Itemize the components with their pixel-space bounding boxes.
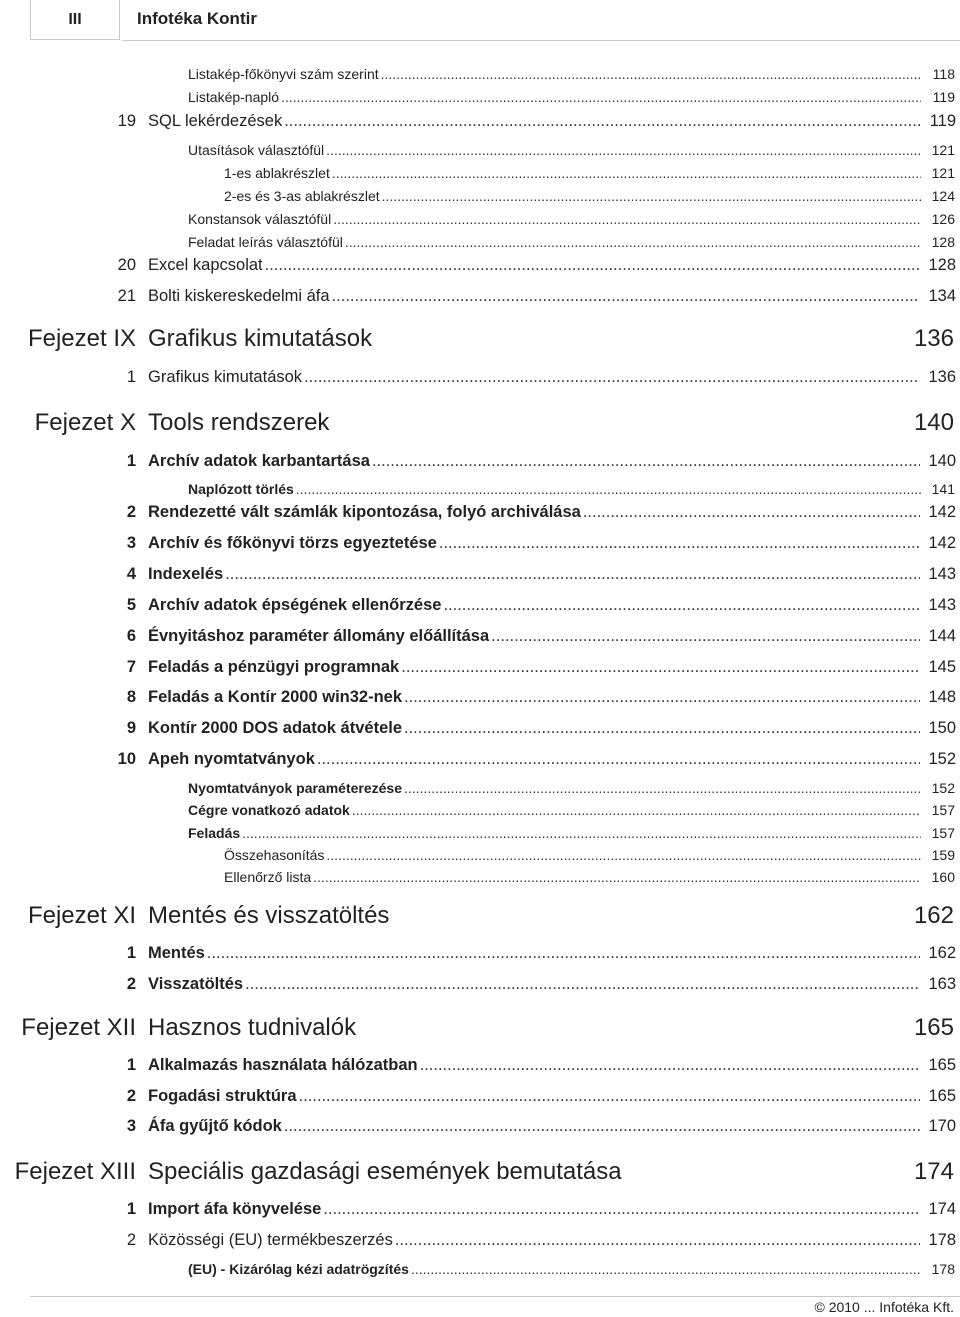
toc-number: 1 [126,368,136,386]
toc-title: SQL lekérdezések [148,112,283,130]
toc-number: 1 [126,452,136,470]
toc-number: 4 [126,565,136,583]
toc-entry[interactable] [0,750,960,769]
dot-leader [583,503,920,522]
toc-entry[interactable] [0,975,960,994]
dot-leader [299,1087,920,1106]
toc-entry[interactable] [0,452,960,471]
toc-entry[interactable] [0,1261,960,1277]
footer-divider [30,1296,960,1297]
dot-leader [382,188,921,204]
toc-page-number: 142 [928,503,956,521]
dot-leader [401,658,920,677]
dot-leader [281,89,921,105]
toc-title: Feladás [188,825,241,841]
toc-title: Bolti kiskereskedelmi áfa [148,287,330,305]
dot-leader [333,211,921,227]
toc-entry[interactable] [0,368,960,387]
toc-title: Archív és főkönyvi törzs egyeztetése [148,534,437,552]
toc-number: Fejezet XII [21,1014,136,1041]
toc-title: Fogadási struktúra [148,1087,297,1105]
dot-leader [284,112,920,131]
toc-title: Listakép-napló [188,89,280,105]
toc-title: Rendezetté vált számlák kipontozása, folyó archiválása [148,503,581,521]
toc-number: 2 [126,503,136,521]
toc-title: Ellenőrző lista [224,869,312,885]
toc-page-number: 118 [932,66,955,82]
toc-page-number: 145 [928,658,956,676]
toc-page-number: 159 [931,847,955,863]
dot-leader [245,975,920,994]
footer-copyright: © 2010 ... Infotéka Kft. [814,1299,954,1315]
toc-entry[interactable] [0,503,960,522]
dot-leader [242,825,921,841]
toc-number: 1 [126,1200,136,1218]
toc-title: 1-es ablakrészlet [224,165,330,181]
toc-entry[interactable] [0,1231,960,1250]
toc-page-number: 165 [928,1056,956,1074]
toc-page-number: 142 [928,534,956,552]
toc-number: 5 [126,596,136,614]
toc-entry[interactable] [0,944,960,963]
toc-number: 6 [126,627,136,645]
toc-entry[interactable] [0,89,960,105]
toc-entry[interactable] [0,565,960,584]
toc-number: 9 [126,719,136,737]
header-divider [122,40,960,41]
toc-page-number: 162 [913,902,954,929]
toc-page-number: 124 [931,188,955,204]
toc-number: Fejezet X [34,409,136,436]
toc-entry[interactable] [0,780,960,796]
toc-number: 1 [126,944,136,962]
toc-page-number: 143 [928,596,956,614]
toc-page-number: 162 [928,944,956,962]
toc-entry[interactable] [0,869,960,885]
toc-chapter[interactable] [0,902,960,930]
toc-page-number: 121 [931,165,955,181]
toc-page-number: 157 [931,825,955,841]
toc-title: Nyomtatványok paraméterezése [188,780,402,796]
toc-number: 3 [126,1117,136,1135]
toc-number: 3 [126,534,136,552]
toc-entry[interactable] [0,66,960,82]
toc-entry[interactable] [0,825,960,841]
dot-leader [345,234,921,250]
toc-title: Import áfa könyvelése [148,1200,322,1218]
toc-page-number: 143 [928,565,956,583]
toc-title: Speciális gazdasági események bemutatása [148,1158,622,1185]
toc-entry[interactable] [0,627,960,646]
toc-page-number: 174 [928,1200,956,1218]
toc-number: Fejezet IX [27,325,136,352]
dot-leader [395,1231,920,1250]
toc-title: Mentés és visszatöltés [148,902,390,929]
toc-page-number: 126 [931,211,955,227]
dot-leader [207,944,920,963]
toc-number: 2 [126,975,136,993]
dot-leader [404,780,921,796]
toc-title: Archív adatok épségének ellenőrzése [148,596,442,614]
toc-page-number: 140 [928,452,956,470]
dot-leader [420,1056,920,1075]
dot-leader [352,802,921,818]
toc-page-number: 128 [928,256,956,274]
toc-entry[interactable] [0,688,960,707]
toc-page-number: 140 [913,409,954,436]
toc-page-number: 165 [913,1014,954,1041]
toc-chapter[interactable] [0,325,960,353]
running-header-title: Infotéka Kontir [137,9,257,28]
toc-title: Grafikus kimutatások [148,325,373,352]
toc-number: 1 [126,1056,136,1074]
toc-entry[interactable] [0,658,960,677]
toc-entry[interactable] [0,287,960,306]
toc-title: Cégre vonatkozó adatok [188,802,350,818]
dot-leader [332,287,920,306]
toc-number: 2 [126,1087,136,1105]
toc-chapter[interactable] [0,1158,960,1186]
toc-entry[interactable] [0,847,960,863]
dot-leader [372,452,920,471]
dot-leader [381,66,921,82]
dot-leader [313,869,921,885]
toc-number: Fejezet XI [27,902,136,929]
dot-leader [326,847,921,863]
toc-title: Közösségi (EU) termékbeszerzés [148,1231,393,1249]
toc-entry[interactable] [0,188,960,204]
dot-leader [304,368,920,387]
toc-page-number: 174 [913,1158,954,1185]
dot-leader [323,1200,920,1219]
toc-page-number: 134 [928,287,956,305]
toc-page-number: 148 [928,688,956,706]
toc-title: Feladás a pénzügyi programnak [148,658,400,676]
toc-number: 10 [117,750,136,768]
toc-title: Konstansok választófül [188,211,332,227]
toc-page-number: 152 [928,750,956,768]
toc-title: Archív adatok karbantartása [148,452,370,470]
toc-page-number: 160 [931,869,955,885]
toc-entry[interactable] [0,534,960,553]
toc-chapter[interactable] [0,409,960,437]
toc-title: Visszatöltés [148,975,244,993]
toc-number: 7 [126,658,136,676]
toc-title: Apeh nyomtatványok [148,750,315,768]
dot-leader [411,1261,921,1277]
toc-entry[interactable] [0,719,960,738]
dot-leader [439,534,920,553]
toc-title: Feladás a Kontír 2000 win32-nek [148,688,403,706]
toc-title: Alkalmazás használata hálózatban [148,1056,418,1074]
page-number-box: III [30,0,120,40]
toc-title: Utasítások választófül [188,142,325,158]
toc-number: 21 [117,287,136,305]
toc-title: Excel kapcsolat [148,256,263,274]
dot-leader [491,627,920,646]
toc-entry[interactable] [0,256,960,275]
toc-entry[interactable] [0,234,960,250]
dot-leader [404,719,920,738]
toc-page-number: 170 [928,1117,956,1135]
toc-page-number: 141 [931,481,955,497]
toc-page-number: 119 [929,112,956,130]
toc-title: Tools rendszerek [148,409,330,436]
toc-page-number: 157 [931,802,955,818]
toc-entry[interactable] [0,165,960,181]
toc-page-number: 136 [913,325,954,352]
dot-leader [332,165,921,181]
toc-entry[interactable] [0,802,960,818]
toc-page-number: 178 [931,1261,955,1277]
toc-title: Kontír 2000 DOS adatok átvétele [148,719,403,737]
toc-page-number: 152 [931,780,955,796]
toc-title: Indexelés [148,565,224,583]
toc-title: Listakép-főkönyvi szám szerint [188,66,379,82]
toc-entry[interactable] [0,1117,960,1136]
toc-title: Összehasonítás [224,847,325,863]
toc-page-number: 136 [928,368,956,386]
toc-title: Áfa gyűjtő kódok [148,1117,282,1135]
toc-entry[interactable] [0,1200,960,1219]
toc-entry[interactable] [0,142,960,158]
toc-page-number: 144 [928,627,956,645]
dot-leader [265,256,920,275]
toc-title: Grafikus kimutatások [148,368,303,386]
toc-number: 19 [117,112,136,130]
toc-number: 2 [126,1231,136,1249]
toc-entry[interactable] [0,211,960,227]
toc-title: (EU) - Kizárólag kézi adatrögzítés [188,1261,409,1277]
toc-entry[interactable] [0,1056,960,1075]
toc-page-number: 165 [928,1087,956,1105]
toc-title: Évnyitáshoz paraméter állomány előállítása [148,627,490,645]
toc-page-number: 121 [931,142,955,158]
toc-page-number: 163 [928,975,956,993]
toc-page-number: 178 [928,1231,956,1249]
toc-number: Fejezet XIII [14,1158,136,1185]
toc-title: 2-es és 3-as ablakrészlet [224,188,380,204]
toc-page-number: 128 [931,234,955,250]
toc-chapter[interactable] [0,1014,960,1042]
dot-leader [404,688,920,707]
toc-number: 20 [117,256,136,274]
toc-page-number: 119 [932,89,955,105]
toc-entry[interactable] [0,596,960,615]
toc-entry[interactable] [0,481,960,497]
dot-leader [225,565,920,584]
dot-leader [296,481,921,497]
dot-leader [317,750,920,769]
toc-title: Mentés [148,944,205,962]
dot-leader [284,1117,920,1136]
toc-number: 8 [126,688,136,706]
toc-title: Hasznos tudnivalók [148,1014,357,1041]
toc-entry[interactable] [0,1087,960,1106]
toc-entry[interactable] [0,112,960,131]
toc-title: Feladat leírás választófül [188,234,343,250]
toc-page-number: 150 [928,719,956,737]
dot-leader [443,596,920,615]
toc-title: Naplózott törlés [188,481,294,497]
dot-leader [326,142,921,158]
